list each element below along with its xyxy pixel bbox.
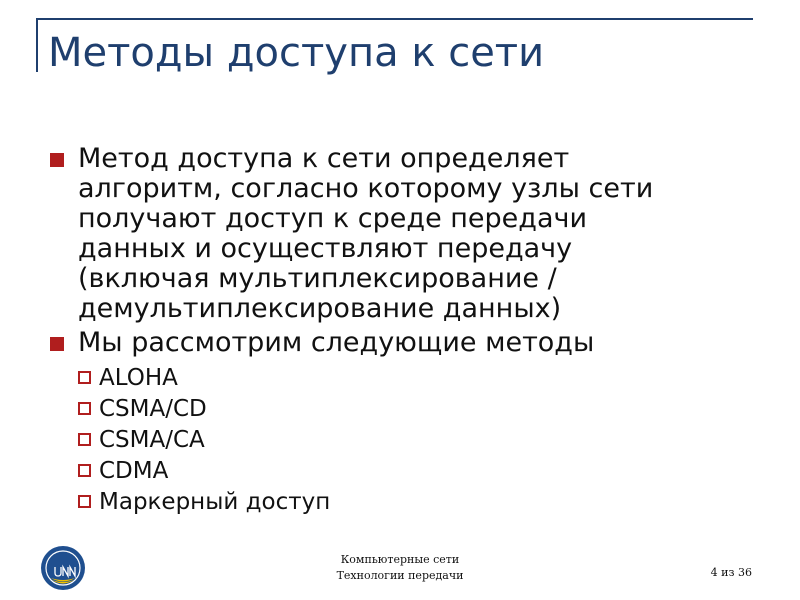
filled-square-bullet-icon	[50, 153, 64, 167]
sub-bullet-list	[78, 362, 750, 517]
page-number: 4 из 36	[710, 566, 752, 579]
sub-bullet-text: CSMA/CA	[99, 426, 205, 453]
title-frame-left-line	[36, 18, 38, 72]
sub-bullet-item	[78, 455, 750, 486]
sub-bullet-text: CDMA	[99, 457, 169, 484]
footer	[300, 552, 500, 584]
title-frame-top-line	[36, 18, 753, 20]
sub-bullet-text: Маркерный доступ	[99, 488, 331, 515]
sub-bullet-item	[78, 424, 750, 455]
bullet-text: Метод доступа к сети определяет алгоритм, согласно которому узлы сети получают доступ к среде передачи данных и осуществляют передачу (включая мультиплексирование / демультиплексирование данных)	[78, 143, 654, 324]
hollow-square-bullet-icon	[78, 371, 91, 384]
bullet-item	[50, 328, 750, 358]
hollow-square-bullet-icon	[78, 464, 91, 477]
hollow-square-bullet-icon	[78, 433, 91, 446]
hollow-square-bullet-icon	[78, 402, 91, 415]
filled-square-bullet-icon	[50, 337, 64, 351]
footer-course-name: Компьютерные сети	[340, 553, 460, 566]
sub-bullet-item	[78, 362, 750, 393]
sub-bullet-text: CSMA/CD	[99, 395, 207, 422]
bullet-text: Мы рассмотрим следующие методы	[78, 327, 595, 358]
bullet-list	[50, 144, 750, 517]
sub-bullet-item	[78, 486, 750, 517]
university-logo-icon	[40, 545, 86, 591]
hollow-square-bullet-icon	[78, 495, 91, 508]
footer-topic: Технологии передачи	[336, 569, 464, 582]
sub-bullet-text: ALOHA	[99, 364, 178, 391]
slide-title: Методы доступа к сети	[48, 30, 545, 76]
sub-bullet-item	[78, 393, 750, 424]
bullet-item	[50, 144, 750, 324]
